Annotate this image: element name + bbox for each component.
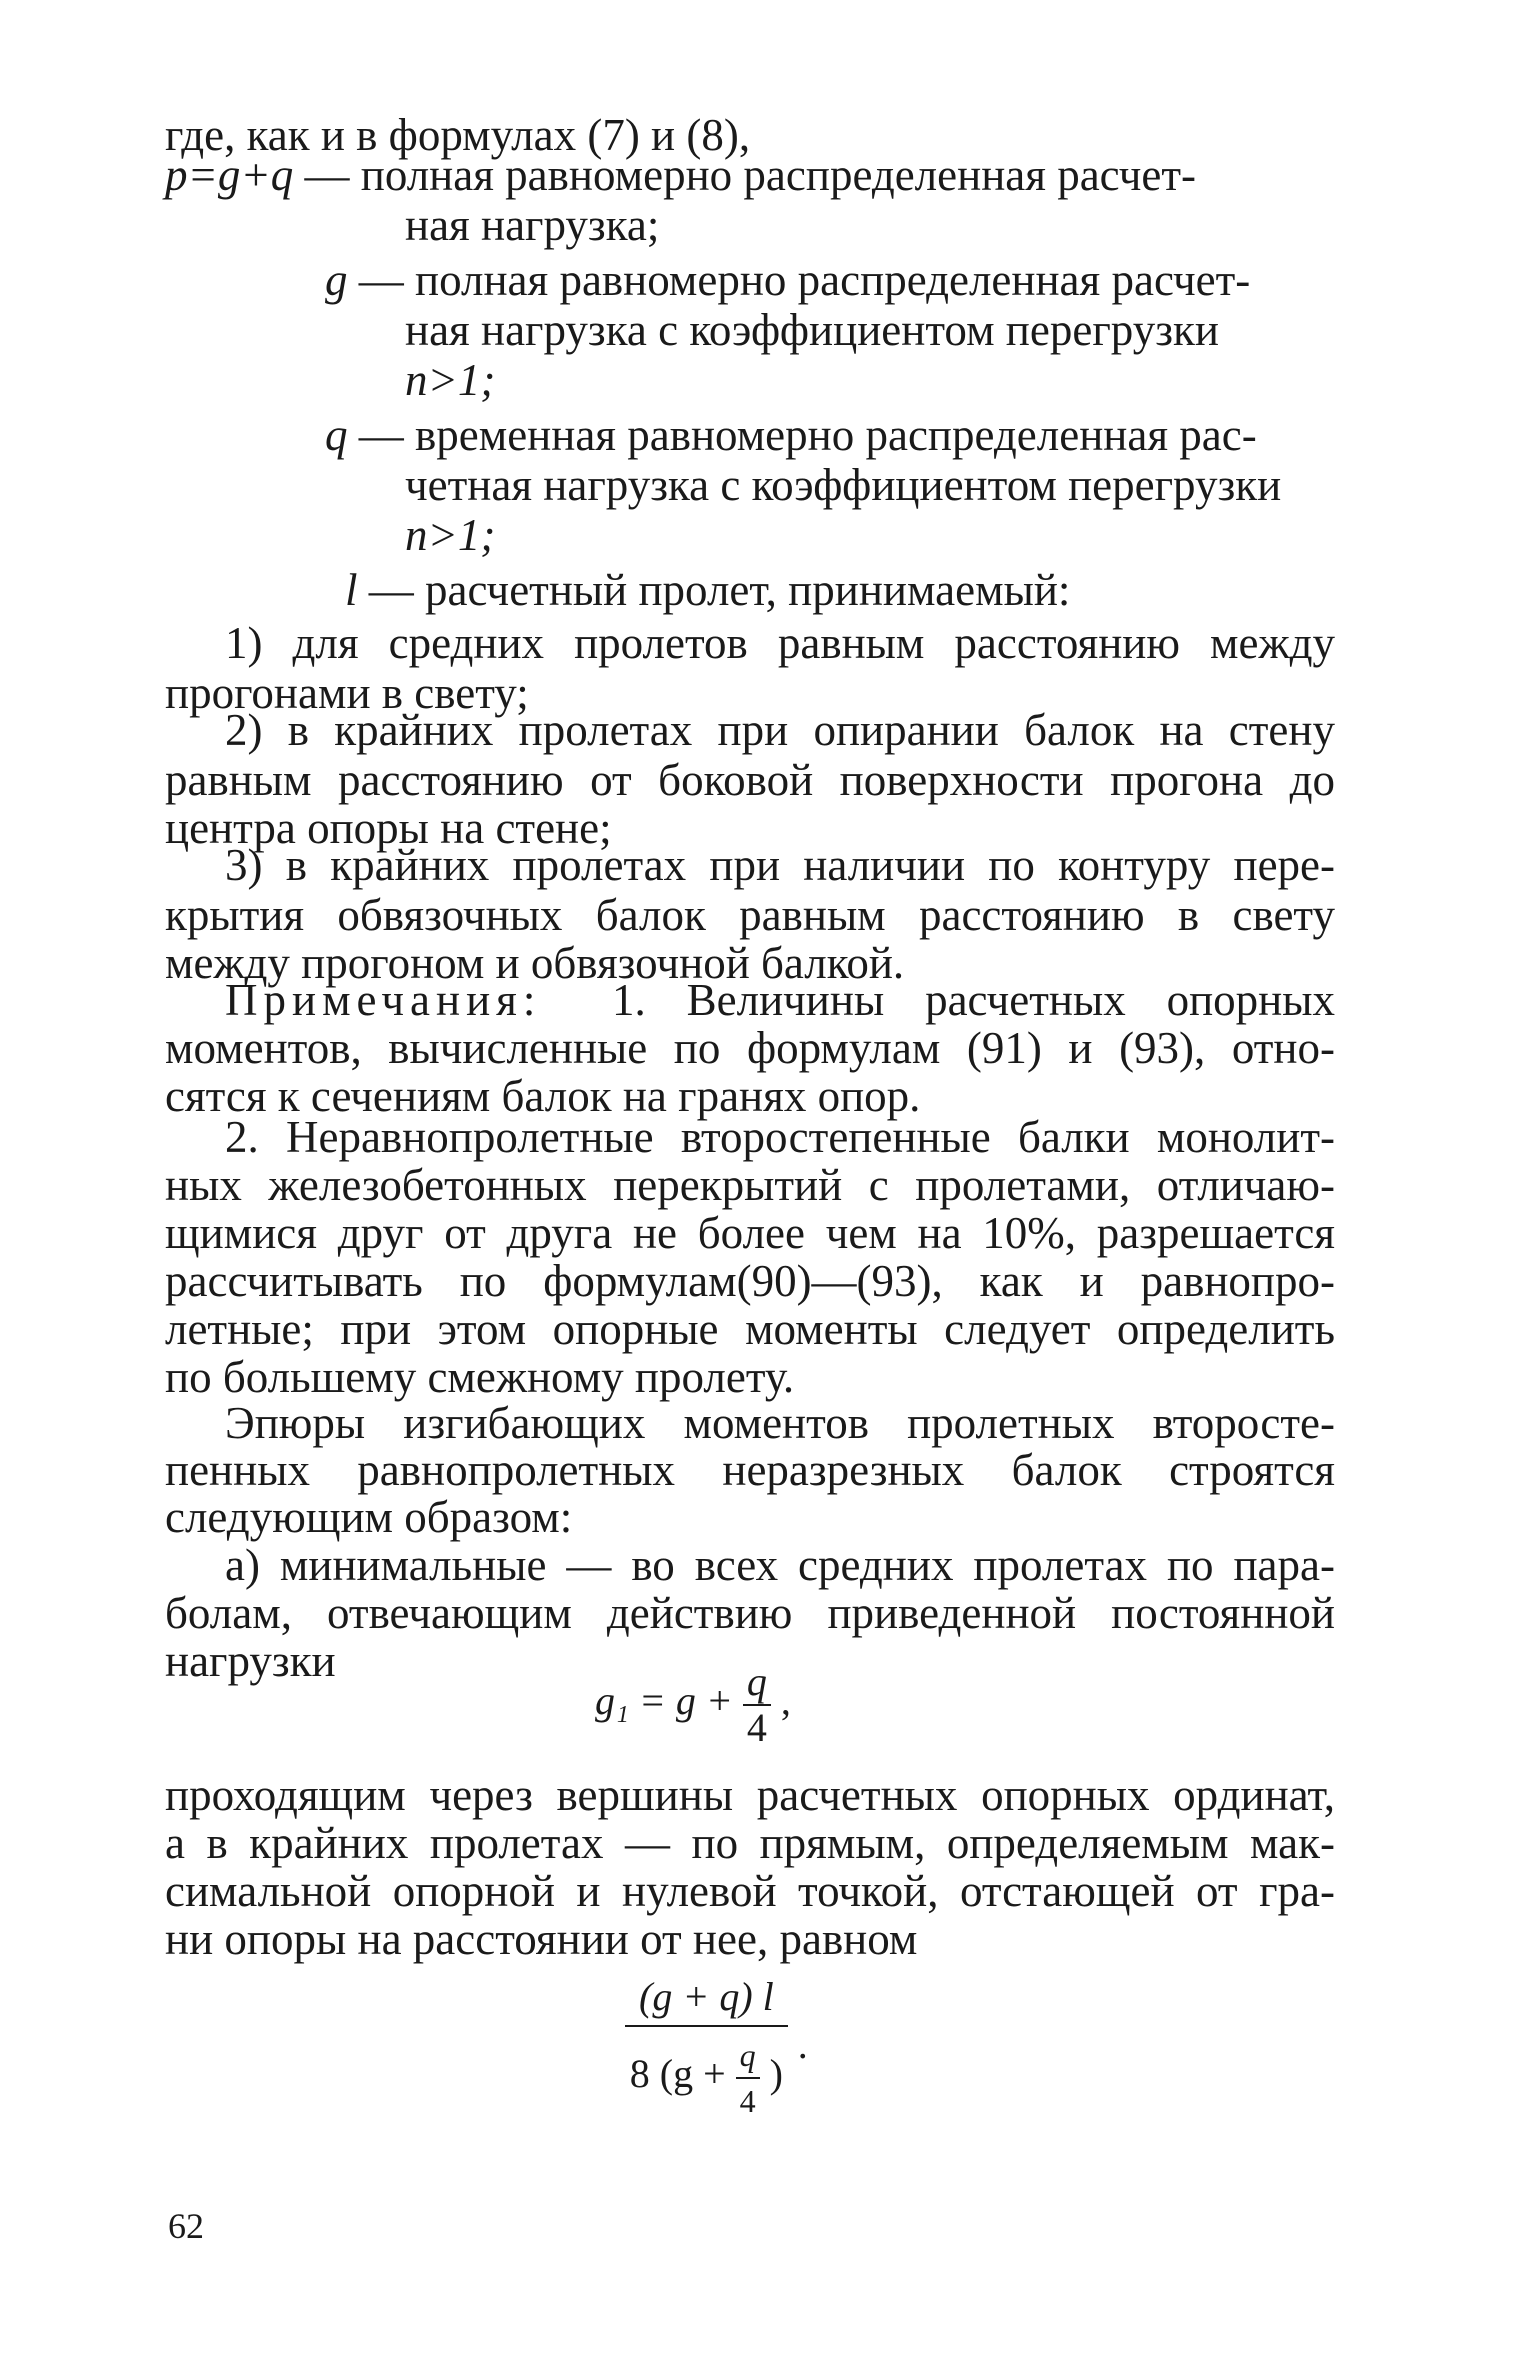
inner-numerator: q — [736, 2033, 760, 2079]
den-suffix: ) — [769, 2051, 783, 2097]
note-1-line: 1. Величины расчетных опорных — [612, 975, 1335, 1025]
def-l — [345, 565, 1070, 615]
def-q-cont: n>1; — [405, 510, 496, 560]
paragraph-line: болам, отвечающим действию приведенной постоянной — [165, 1588, 1335, 1638]
formula-g1 — [595, 1660, 791, 1750]
note-line: летные; при этом опорные моменты следует определить — [165, 1304, 1335, 1354]
note-line: щимися друг от друга не более чем на 10%, разрешается — [165, 1208, 1335, 1258]
paragraph-line: симальной опорной и нулевой точкой, отстающей от гра- — [165, 1866, 1335, 1916]
list-item: 2) в крайних пролетах при опирании балок на стену — [225, 705, 1335, 755]
def-g-cont: n>1; — [405, 355, 496, 405]
def-symbol: l — [345, 565, 358, 615]
intro-line: где, как и в формулах (7) и (8), — [165, 110, 751, 160]
formula-fraction — [743, 1660, 771, 1750]
fraction-denominator — [625, 2027, 788, 2123]
note-line: сятся к сечениям балок на гранях опор. — [165, 1071, 921, 1121]
note-line: ных железобетонных перекрытий с пролетами, отличаю- — [165, 1160, 1335, 1210]
paragraph-line: Эпюры изгибающих моментов пролетных второсте- — [225, 1398, 1335, 1448]
list-item: 3) в крайних пролетах при наличии по контуру пере- — [225, 840, 1335, 890]
list-item: 1) для средних пролетов равным расстоянию между — [225, 618, 1335, 668]
page-number: 62 — [168, 2206, 204, 2246]
paragraph-line: пенных равнопролетных неразрезных балок строятся — [165, 1445, 1335, 1495]
formula-lhs: g₁ = g + — [595, 1678, 733, 1724]
formula-distance — [625, 1975, 808, 2123]
def-text: полная равномерно распределенная расчет- — [360, 150, 1197, 200]
def-q — [325, 410, 1257, 460]
note-2-line: 2. Неравнопролетные второстепенные балки монолит- — [225, 1112, 1335, 1162]
def-g — [325, 255, 1250, 305]
list-item-cont: равным расстоянию от боковой поверхности прогона до — [165, 755, 1335, 805]
den-prefix: 8 (g + — [629, 2051, 726, 2097]
list-item-cont: между прогоном и обвязочной балкой. — [165, 938, 905, 988]
formula-tail: . — [797, 2022, 808, 2068]
def-g-cont: ная нагрузка с коэффициентом перегрузки — [405, 305, 1219, 355]
fraction-numerator: (g + q) l — [625, 1975, 788, 2027]
def-text: временная равномерно распределенная рас- — [415, 410, 1257, 460]
formula-tail: , — [780, 1678, 791, 1724]
list-item-cont: прогонами в свету; — [165, 668, 529, 718]
paragraph-line: а) минимальные — во всех средних пролетах по пара- — [225, 1540, 1335, 1590]
list-item-cont: крытия обвязочных балок равным расстоянию в свету — [165, 890, 1335, 940]
def-p — [165, 150, 1196, 200]
def-dash: — — [358, 410, 404, 460]
paragraph-line: проходящим через вершины расчетных опорных ординат, — [165, 1770, 1335, 1820]
paragraph-line: следующим образом: — [165, 1492, 573, 1542]
paragraph-line: а в крайних пролетах — по прямым, определяемым мак- — [165, 1818, 1335, 1868]
def-symbol: q — [325, 410, 348, 460]
def-dash: — — [358, 255, 404, 305]
inner-denominator: 4 — [739, 2083, 756, 2119]
inner-fraction — [736, 2033, 760, 2123]
def-p-cont: ная нагрузка; — [405, 200, 660, 250]
def-dash: — — [304, 150, 350, 200]
note-line: по большему смежному пролету. — [165, 1352, 795, 1402]
def-dash: — — [368, 565, 414, 615]
def-q-cont: четная нагрузка с коэффициентом перегрузки — [405, 460, 1282, 510]
paragraph-line: ни опоры на расстоянии от нее, равном — [165, 1914, 918, 1964]
def-symbol: g — [325, 255, 348, 305]
formula-fraction — [625, 1975, 788, 2123]
fraction-numerator: q — [743, 1660, 771, 1706]
def-symbol: p=g+q — [165, 150, 294, 200]
def-text: полная равномерно распределенная расчет- — [415, 255, 1251, 305]
list-item-cont: центра опоры на стене; — [165, 803, 612, 853]
notes-label — [225, 975, 541, 1025]
note-line: рассчитывать по формулам(90)—(93), как и равнопро- — [165, 1256, 1335, 1306]
paragraph-line: нагрузки — [165, 1636, 336, 1686]
fraction-denominator: 4 — [746, 1705, 767, 1750]
def-text: расчетный пролет, принимаемый: — [425, 565, 1071, 615]
notes-label-text: Примечания: — [225, 975, 542, 1025]
note-line: моментов, вычисленные по формулам (91) и (93), отно- — [165, 1023, 1335, 1073]
